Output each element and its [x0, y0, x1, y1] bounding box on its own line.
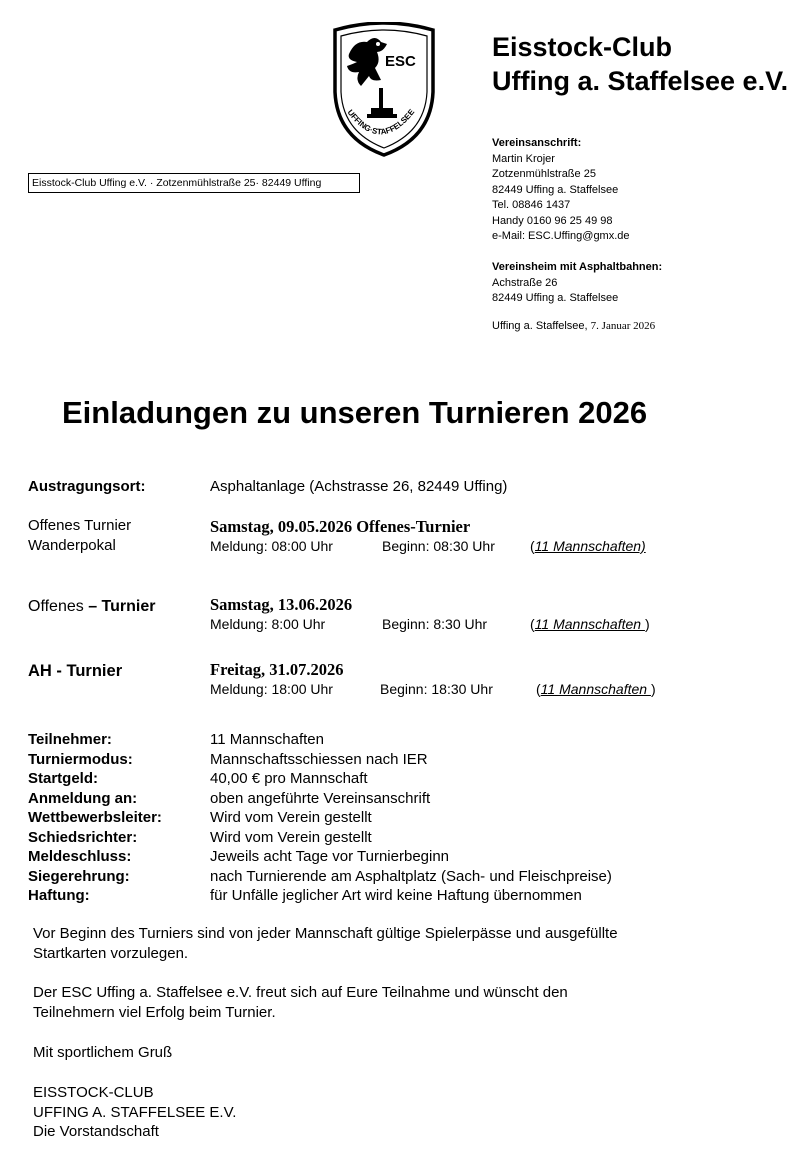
contact-heading: Vereinsanschrift:	[492, 137, 582, 149]
tournament-3-registration: Meldung: 18:00 Uhr	[210, 681, 333, 697]
paragraph-line: Der ESC Uffing a. Staffelsee e.V. freut sich auf Eure Teilnahme und wünscht den	[33, 984, 568, 1001]
tournament-1-heading: Samstag, 09.05.2026 Offenes-Turnier	[210, 517, 471, 536]
tournament-2-name-part2: – Turnier	[88, 598, 156, 615]
club-name-line2: Uffing a. Staffelsee e.V.	[492, 66, 789, 96]
contact-line: Zotzenmühlstraße 25	[492, 168, 596, 180]
detail-row	[28, 867, 728, 887]
paragraph-passes	[33, 924, 753, 963]
tournament-2-start: Beginn: 8:30 Uhr	[382, 616, 488, 632]
detail-label: Meldeschluss:	[28, 848, 132, 865]
club-logo	[331, 22, 437, 158]
place-date	[492, 320, 655, 332]
logo-text: ESC	[385, 53, 416, 70]
contact-line: Martin Krojer	[492, 152, 555, 165]
tournament-1-name	[28, 516, 131, 556]
detail-row	[28, 828, 728, 848]
detail-label: Siegerehrung:	[28, 867, 130, 885]
tournament-3-start: Beginn: 18:30 Uhr	[380, 681, 493, 697]
detail-value: Mannschaftsschiessen nach IER	[210, 750, 428, 768]
tournament-2-name	[28, 597, 155, 617]
detail-row	[28, 769, 728, 789]
detail-value: Wird vom Verein gestellt	[210, 809, 372, 826]
detail-label: Haftung:	[28, 887, 90, 904]
place: Uffing a. Staffelsee,	[492, 320, 588, 332]
teams-count: 11 Mannschaften	[540, 681, 651, 697]
teams-count: 11 Mannschaften)	[534, 538, 646, 554]
paragraph-line: Vor Beginn des Turniers sind von jeder Mannschaft gültige Spielerpässe und ausgefüllte	[33, 925, 618, 942]
detail-label: Schiedsrichter:	[28, 828, 138, 846]
details-table	[28, 730, 728, 906]
club-name-line1: Eisstock-Club	[492, 32, 673, 62]
detail-value: Jeweils acht Tage vor Turnierbeginn	[210, 848, 450, 865]
tournament-3-heading: Freitag, 31.07.2026	[210, 660, 344, 679]
tournament-2-times	[210, 615, 690, 633]
detail-value: Wird vom Verein gestellt	[210, 828, 372, 846]
signature-line: UFFING A. STAFFELSEE E.V.	[33, 1103, 237, 1121]
tournament-1-times	[210, 537, 690, 555]
detail-row	[28, 808, 728, 828]
detail-value: 40,00 € pro Mannschaft	[210, 770, 368, 787]
detail-label: Teilnehmer:	[28, 731, 112, 748]
page-title: Einladungen zu unseren Turnieren 2026	[62, 395, 648, 430]
paragraph-thanks	[33, 983, 753, 1022]
paragraph-line: Startkarten vorzulegen.	[33, 944, 189, 962]
detail-label: Turniermodus:	[28, 750, 133, 768]
detail-label: Startgeld:	[28, 770, 99, 787]
detail-label: Wettbewerbsleiter:	[28, 809, 162, 826]
detail-value: oben angeführte Vereinsanschrift	[210, 789, 431, 807]
tournament-3-times	[210, 680, 690, 698]
tournament-2-name-part1: Offenes	[28, 598, 89, 615]
paren-open: (	[530, 538, 535, 554]
venue-value: Asphaltanlage (Achstrasse 26, 82449 Uffing)	[210, 478, 508, 495]
detail-row	[28, 750, 728, 770]
tournament-2-heading: Samstag, 13.06.2026	[210, 595, 353, 614]
detail-row	[28, 847, 728, 867]
date: 7. Januar 2026	[590, 320, 656, 332]
club-name	[492, 30, 788, 98]
detail-row	[28, 886, 728, 906]
tournament-1-name-line1: Offenes Turnier	[28, 517, 132, 534]
logo-ring-text: UFFING·STAFFELSEE	[345, 107, 417, 137]
tournament-2-registration: Meldung: 8:00 Uhr	[210, 616, 326, 632]
tournament-2-details	[210, 595, 690, 633]
contact-line: 82449 Uffing a. Staffelsee	[492, 183, 619, 196]
paren-close: )	[644, 616, 650, 632]
tournament-3-details	[210, 660, 690, 698]
detail-value: nach Turnierende am Asphaltplatz (Sach- und Fleischpreise)	[210, 867, 612, 885]
contact-line: Handy 0160 96 25 49 98	[492, 214, 613, 227]
clubhouse-line: Achstraße 26	[492, 276, 558, 289]
paren-close: )	[650, 681, 656, 697]
signature-line: EISSTOCK-CLUB	[33, 1084, 154, 1101]
detail-row	[28, 730, 728, 750]
teams-count: 11 Mannschaften	[534, 616, 645, 632]
paren-open: (	[530, 616, 535, 632]
tournament-1-name-line2: Wanderpokal	[28, 537, 116, 554]
signature-line: Die Vorstandschaft	[33, 1123, 159, 1140]
tournament-1-details	[210, 517, 690, 555]
detail-row	[28, 789, 728, 809]
clubhouse-line: 82449 Uffing a. Staffelsee	[492, 292, 619, 304]
detail-value: für Unfälle jeglicher Art wird keine Haftung übernommen	[210, 887, 582, 904]
paren-open: (	[536, 681, 541, 697]
tournament-2-teams	[530, 615, 650, 633]
tournament-1-start: Beginn: 08:30 Uhr	[382, 538, 495, 554]
clubhouse-block	[492, 260, 662, 307]
signature-block	[33, 1083, 753, 1142]
contact-block	[492, 136, 630, 245]
tournament-1-registration: Meldung: 08:00 Uhr	[210, 538, 333, 554]
venue-label: Austragungsort:	[28, 478, 146, 495]
contact-line: Tel. 08846 1437	[492, 199, 571, 211]
detail-value: 11 Mannschaften	[210, 731, 324, 748]
contact-email: e-Mail: ESC.Uffing@gmx.de	[492, 230, 630, 242]
tournament-1-teams	[530, 537, 646, 555]
tournament-3-name: AH - Turnier	[28, 662, 123, 680]
tournament-3-teams	[536, 680, 656, 698]
detail-label: Anmeldung an:	[28, 789, 138, 807]
clubhouse-heading: Vereinsheim mit Asphaltbahnen:	[492, 261, 663, 273]
greeting: Mit sportlichem Gruß	[33, 1044, 173, 1061]
paragraph-line: Teilnehmern viel Erfolg beim Turnier.	[33, 1003, 276, 1021]
sender-address-box: Eisstock-Club Uffing e.V. · Zotzenmühlstraße 25· 82449 Uffing	[28, 173, 360, 193]
